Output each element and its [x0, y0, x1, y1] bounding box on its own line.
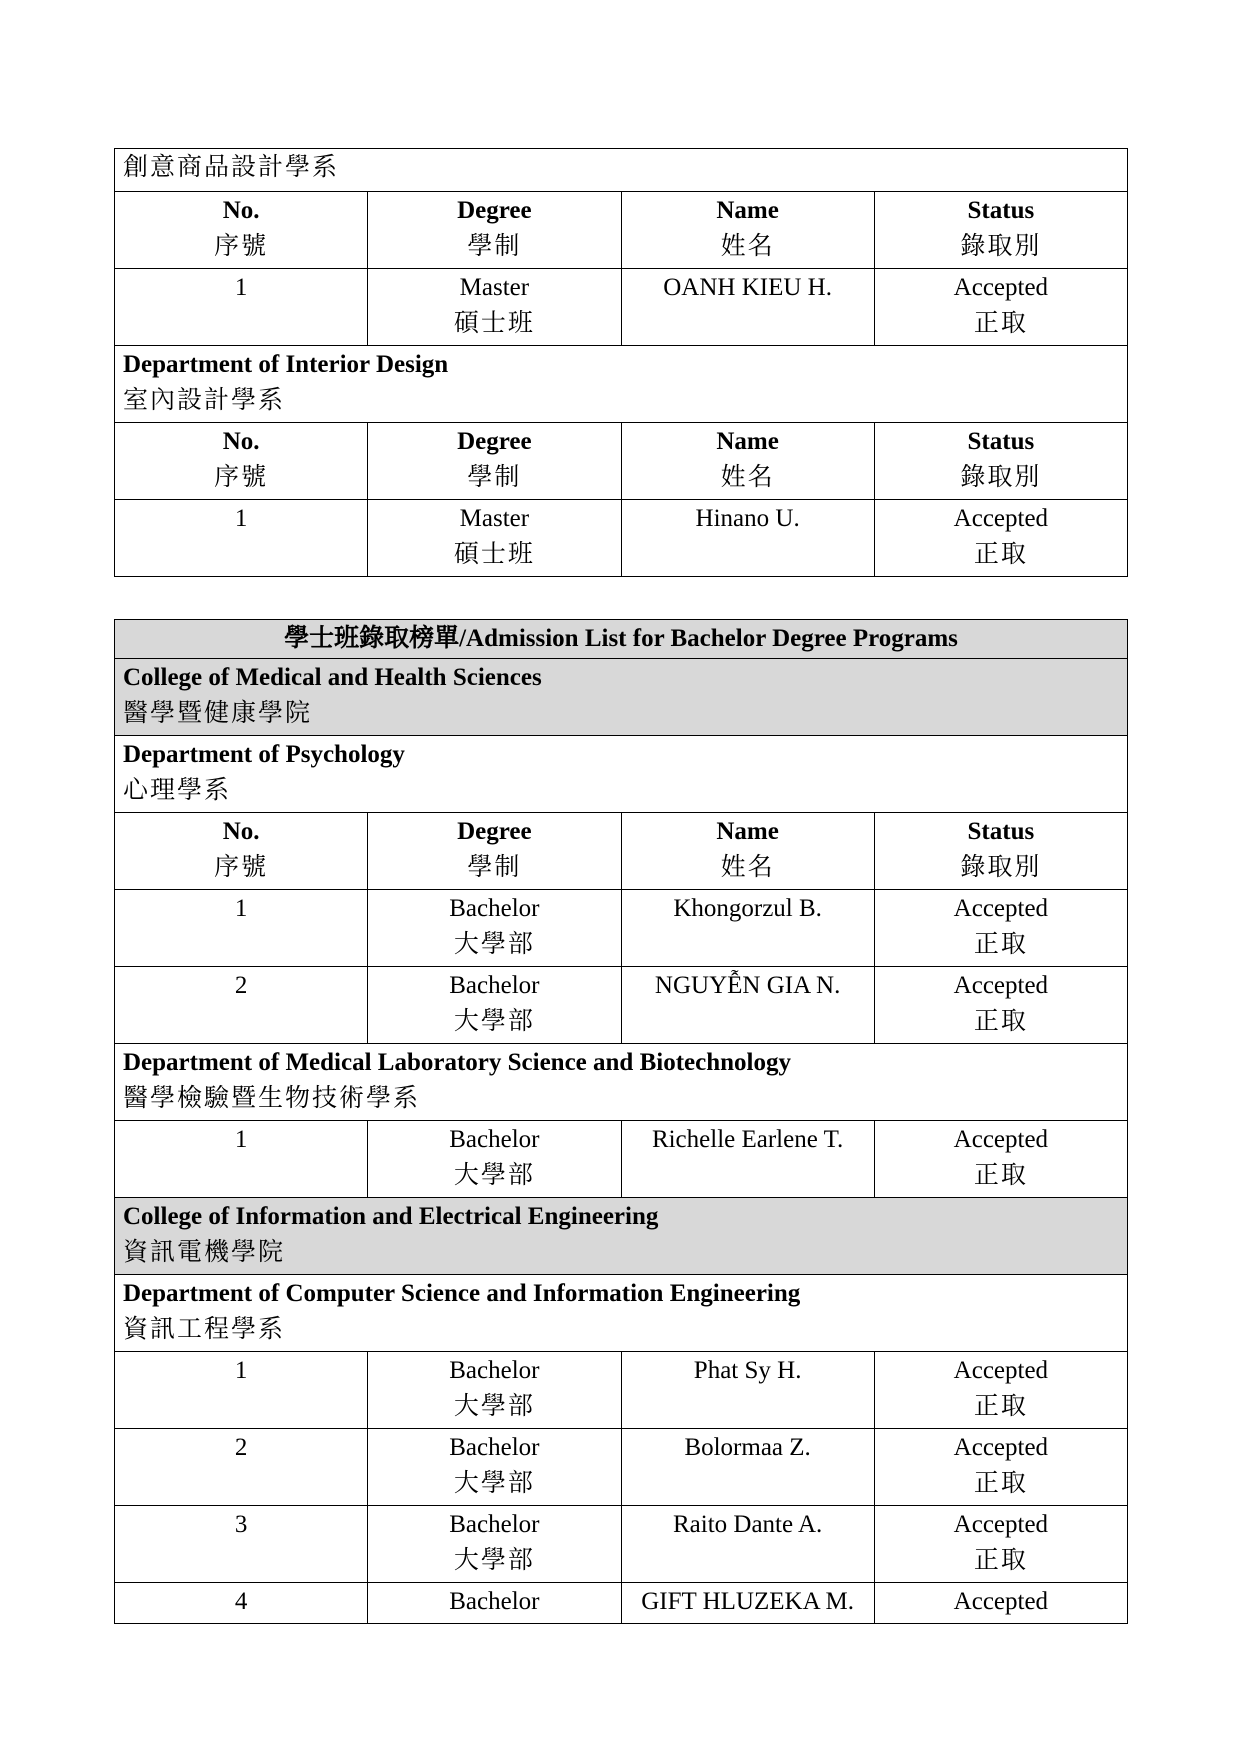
bachelor-admission-table — [114, 619, 1128, 1624]
row-number: 1 — [115, 890, 368, 967]
college-name-en: College of Medical and Health Sciences — [123, 664, 542, 691]
department-name-en: Department of Medical Laboratory Science and Biotechnology — [123, 1049, 791, 1076]
degree-en: Bachelor — [449, 1434, 540, 1461]
admission-row — [115, 890, 1128, 967]
column-header-no-zh: 序號 — [214, 854, 269, 881]
college-section-row — [115, 659, 1128, 736]
department-name-zh: 創意商品設計學系 — [123, 154, 340, 181]
column-header-name — [621, 192, 874, 269]
row-number: 1 — [115, 1121, 368, 1198]
column-header-degree — [368, 192, 621, 269]
admission-row — [115, 1429, 1128, 1506]
column-header-status-zh: 錄取別 — [960, 464, 1042, 491]
admission-row — [115, 1121, 1128, 1198]
student-name: GIFT HLUZEKA M. — [621, 1583, 874, 1624]
table-header-row — [115, 813, 1128, 890]
degree-zh: 大學部 — [453, 1162, 535, 1189]
status-zh: 正取 — [973, 1162, 1028, 1189]
status-cell — [874, 500, 1127, 577]
student-name: Raito Dante A. — [621, 1506, 874, 1583]
degree-cell — [368, 890, 621, 967]
degree-zh: 大學部 — [453, 931, 535, 958]
column-header-status-en: Status — [967, 818, 1035, 845]
degree-en: Master — [459, 505, 530, 532]
column-header-no-zh: 序號 — [214, 233, 269, 260]
department-name-zh: 醫學檢驗暨生物技術學系 — [123, 1085, 421, 1112]
column-header-status — [874, 192, 1127, 269]
admission-row-truncated — [115, 1583, 1128, 1624]
department-section-row — [115, 149, 1128, 192]
student-name: NGUYỄN GIA N. — [621, 967, 874, 1044]
column-header-name-zh: 姓名 — [720, 854, 775, 881]
status-zh: 正取 — [973, 1393, 1028, 1420]
row-number: 1 — [115, 1352, 368, 1429]
status-en: Accepted — [953, 505, 1049, 532]
college-name-zh: 資訊電機學院 — [123, 1239, 286, 1266]
column-header-degree — [368, 423, 621, 500]
row-number: 2 — [115, 967, 368, 1044]
degree-zh: 大學部 — [453, 1393, 535, 1420]
table-header-row — [115, 192, 1128, 269]
degree-zh: 大學部 — [453, 1470, 535, 1497]
column-header-name-en: Name — [716, 197, 779, 224]
status-en: Accepted — [953, 1357, 1049, 1384]
status-cell: Accepted — [874, 1583, 1127, 1624]
column-header-name-zh: 姓名 — [720, 233, 775, 260]
department-name-en: Department of Computer Science and Information Engineering — [123, 1280, 801, 1307]
status-en: Accepted — [953, 1511, 1049, 1538]
degree-en: Bachelor — [449, 1511, 540, 1538]
column-header-no — [115, 423, 368, 500]
degree-cell — [368, 269, 621, 346]
admission-row — [115, 1506, 1128, 1583]
column-header-degree-en: Degree — [457, 818, 532, 845]
student-name: Bolormaa Z. — [621, 1429, 874, 1506]
department-name-en: Department of Psychology — [123, 741, 405, 768]
column-header-name-en: Name — [716, 428, 779, 455]
department-title-cell — [115, 1044, 1128, 1121]
admission-row — [115, 1352, 1128, 1429]
degree-en: Bachelor — [449, 895, 540, 922]
status-zh: 正取 — [973, 931, 1028, 958]
college-name-zh: 醫學暨健康學院 — [123, 700, 313, 727]
degree-zh: 大學部 — [453, 1008, 535, 1035]
department-title-cell — [115, 149, 1128, 192]
status-en: Accepted — [953, 1434, 1049, 1461]
row-number: 1 — [115, 500, 368, 577]
student-name: Khongorzul B. — [621, 890, 874, 967]
column-header-no-zh: 序號 — [214, 464, 269, 491]
department-section-row — [115, 1044, 1128, 1121]
column-header-name-en: Name — [716, 818, 779, 845]
degree-cell — [368, 1506, 621, 1583]
status-en: Accepted — [953, 895, 1049, 922]
column-header-no-en: No. — [222, 818, 260, 845]
student-name: OANH KIEU H. — [621, 269, 874, 346]
degree-cell — [368, 500, 621, 577]
column-header-status — [874, 813, 1127, 890]
degree-en: Bachelor — [449, 1126, 540, 1153]
status-cell — [874, 1352, 1127, 1429]
degree-zh: 碩士班 — [453, 310, 535, 337]
degree-zh: 碩士班 — [453, 541, 535, 568]
column-header-name — [621, 813, 874, 890]
status-en: Accepted — [953, 1126, 1049, 1153]
department-section-row — [115, 1275, 1128, 1352]
college-title-cell — [115, 659, 1128, 736]
status-cell — [874, 1121, 1127, 1198]
column-header-degree-zh: 學制 — [467, 854, 522, 881]
status-zh: 正取 — [973, 541, 1028, 568]
department-name-zh: 資訊工程學系 — [123, 1316, 286, 1343]
college-section-row — [115, 1198, 1128, 1275]
degree-zh: 大學部 — [453, 1547, 535, 1574]
status-en: Accepted — [953, 274, 1049, 301]
status-cell — [874, 269, 1127, 346]
department-section-row — [115, 346, 1128, 423]
degree-en: Bachelor — [449, 1357, 540, 1384]
status-zh: 正取 — [973, 1008, 1028, 1035]
student-name: Phat Sy H. — [621, 1352, 874, 1429]
status-cell — [874, 967, 1127, 1044]
degree-cell — [368, 1429, 621, 1506]
column-header-no — [115, 192, 368, 269]
row-number: 2 — [115, 1429, 368, 1506]
department-name-zh: 心理學系 — [123, 777, 232, 804]
status-zh: 正取 — [973, 1470, 1028, 1497]
college-name-en: College of Information and Electrical Engineering — [123, 1203, 659, 1230]
status-cell — [874, 890, 1127, 967]
bachelor-list-banner-row — [115, 620, 1128, 659]
status-en: Accepted — [953, 972, 1049, 999]
table-header-row — [115, 423, 1128, 500]
column-header-status-zh: 錄取別 — [960, 854, 1042, 881]
degree-en: Master — [459, 274, 530, 301]
column-header-degree-zh: 學制 — [467, 464, 522, 491]
degree-cell — [368, 967, 621, 1044]
degree-en: Bachelor — [449, 972, 540, 999]
column-header-degree-en: Degree — [457, 197, 532, 224]
admission-row — [115, 967, 1128, 1044]
status-cell — [874, 1429, 1127, 1506]
row-number: 1 — [115, 269, 368, 346]
status-cell — [874, 1506, 1127, 1583]
column-header-name — [621, 423, 874, 500]
department-title-cell — [115, 346, 1128, 423]
column-header-no-en: No. — [222, 428, 260, 455]
column-header-name-zh: 姓名 — [720, 464, 775, 491]
column-header-status-en: Status — [967, 197, 1035, 224]
admission-row — [115, 269, 1128, 346]
column-header-status-zh: 錄取別 — [960, 233, 1042, 260]
department-name-en: Department of Interior Design — [123, 351, 449, 378]
department-title-cell — [115, 1275, 1128, 1352]
department-title-cell — [115, 736, 1128, 813]
column-header-degree-en: Degree — [457, 428, 532, 455]
admission-row — [115, 500, 1128, 577]
degree-cell — [368, 1352, 621, 1429]
column-header-status-en: Status — [967, 428, 1035, 455]
status-zh: 正取 — [973, 1547, 1028, 1574]
status-zh: 正取 — [973, 310, 1028, 337]
row-number: 3 — [115, 1506, 368, 1583]
bachelor-list-banner: 學士班錄取榜單/Admission List for Bachelor Degree Programs — [115, 620, 1128, 659]
master-admission-table — [114, 148, 1128, 577]
student-name: Hinano U. — [621, 500, 874, 577]
degree-cell — [368, 1121, 621, 1198]
student-name: Richelle Earlene T. — [621, 1121, 874, 1198]
column-header-status — [874, 423, 1127, 500]
column-header-degree — [368, 813, 621, 890]
college-title-cell — [115, 1198, 1128, 1275]
degree-cell: Bachelor — [368, 1583, 621, 1624]
column-header-no — [115, 813, 368, 890]
department-name-zh: 室內設計學系 — [123, 387, 286, 414]
row-number: 4 — [115, 1583, 368, 1624]
column-header-degree-zh: 學制 — [467, 233, 522, 260]
column-header-no-en: No. — [222, 197, 260, 224]
department-section-row — [115, 736, 1128, 813]
